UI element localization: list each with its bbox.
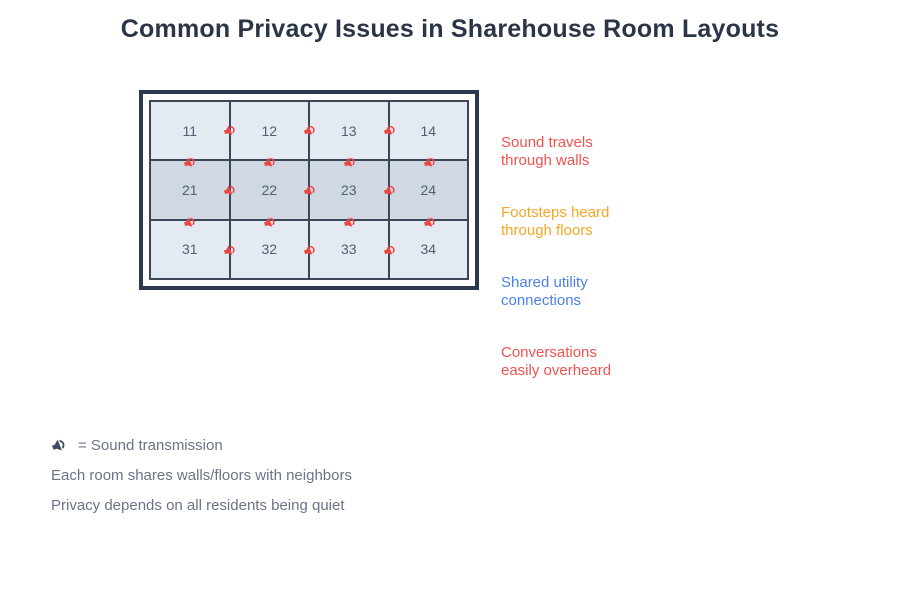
room-cell-21 — [150, 160, 230, 219]
room-cell-23 — [309, 160, 389, 219]
room-cell-11 — [150, 101, 230, 160]
room-number: 34 — [420, 241, 437, 258]
privacy-issues-list — [501, 134, 631, 414]
footer — [51, 436, 352, 515]
privacy-issue-label: Shared utility connections — [501, 274, 588, 309]
room-number: 12 — [261, 122, 278, 139]
room-cell-12 — [230, 101, 310, 160]
room-cell-34 — [389, 220, 469, 279]
privacy-issue-label: Footsteps heard through floors — [501, 204, 610, 239]
room-number: 32 — [261, 241, 278, 258]
room-number: 13 — [340, 122, 357, 139]
room-number: 21 — [181, 181, 198, 198]
legend-text: = Sound transmission — [78, 437, 223, 454]
privacy-issue-label: Conversations easily overheard — [501, 344, 612, 379]
room-cell-24 — [389, 160, 469, 219]
room-number: 11 — [182, 122, 198, 139]
page-title: Common Privacy Issues in Sharehouse Room Layouts — [120, 15, 780, 43]
note-shared-walls: Each room shares walls/floors with neighbors — [51, 467, 352, 484]
room-cell-32 — [230, 220, 310, 279]
floorplan-grid — [149, 100, 469, 280]
room-cell-14 — [389, 101, 469, 160]
room-number: 23 — [340, 181, 357, 198]
room-number: 24 — [420, 181, 437, 198]
floorplan-frame — [139, 90, 479, 290]
room-number: 33 — [340, 241, 357, 258]
note-residents-quiet: Privacy depends on all residents being quiet — [51, 497, 345, 514]
room-number: 22 — [261, 181, 278, 198]
room-cell-31 — [150, 220, 230, 279]
legend — [51, 436, 352, 455]
room-cell-22 — [230, 160, 310, 219]
room-cell-13 — [309, 101, 389, 160]
room-cell-33 — [309, 220, 389, 279]
privacy-issue-label: Sound travels through walls — [501, 134, 593, 169]
room-number: 14 — [420, 122, 437, 139]
room-number: 31 — [181, 241, 198, 258]
sound-icon — [49, 436, 69, 456]
